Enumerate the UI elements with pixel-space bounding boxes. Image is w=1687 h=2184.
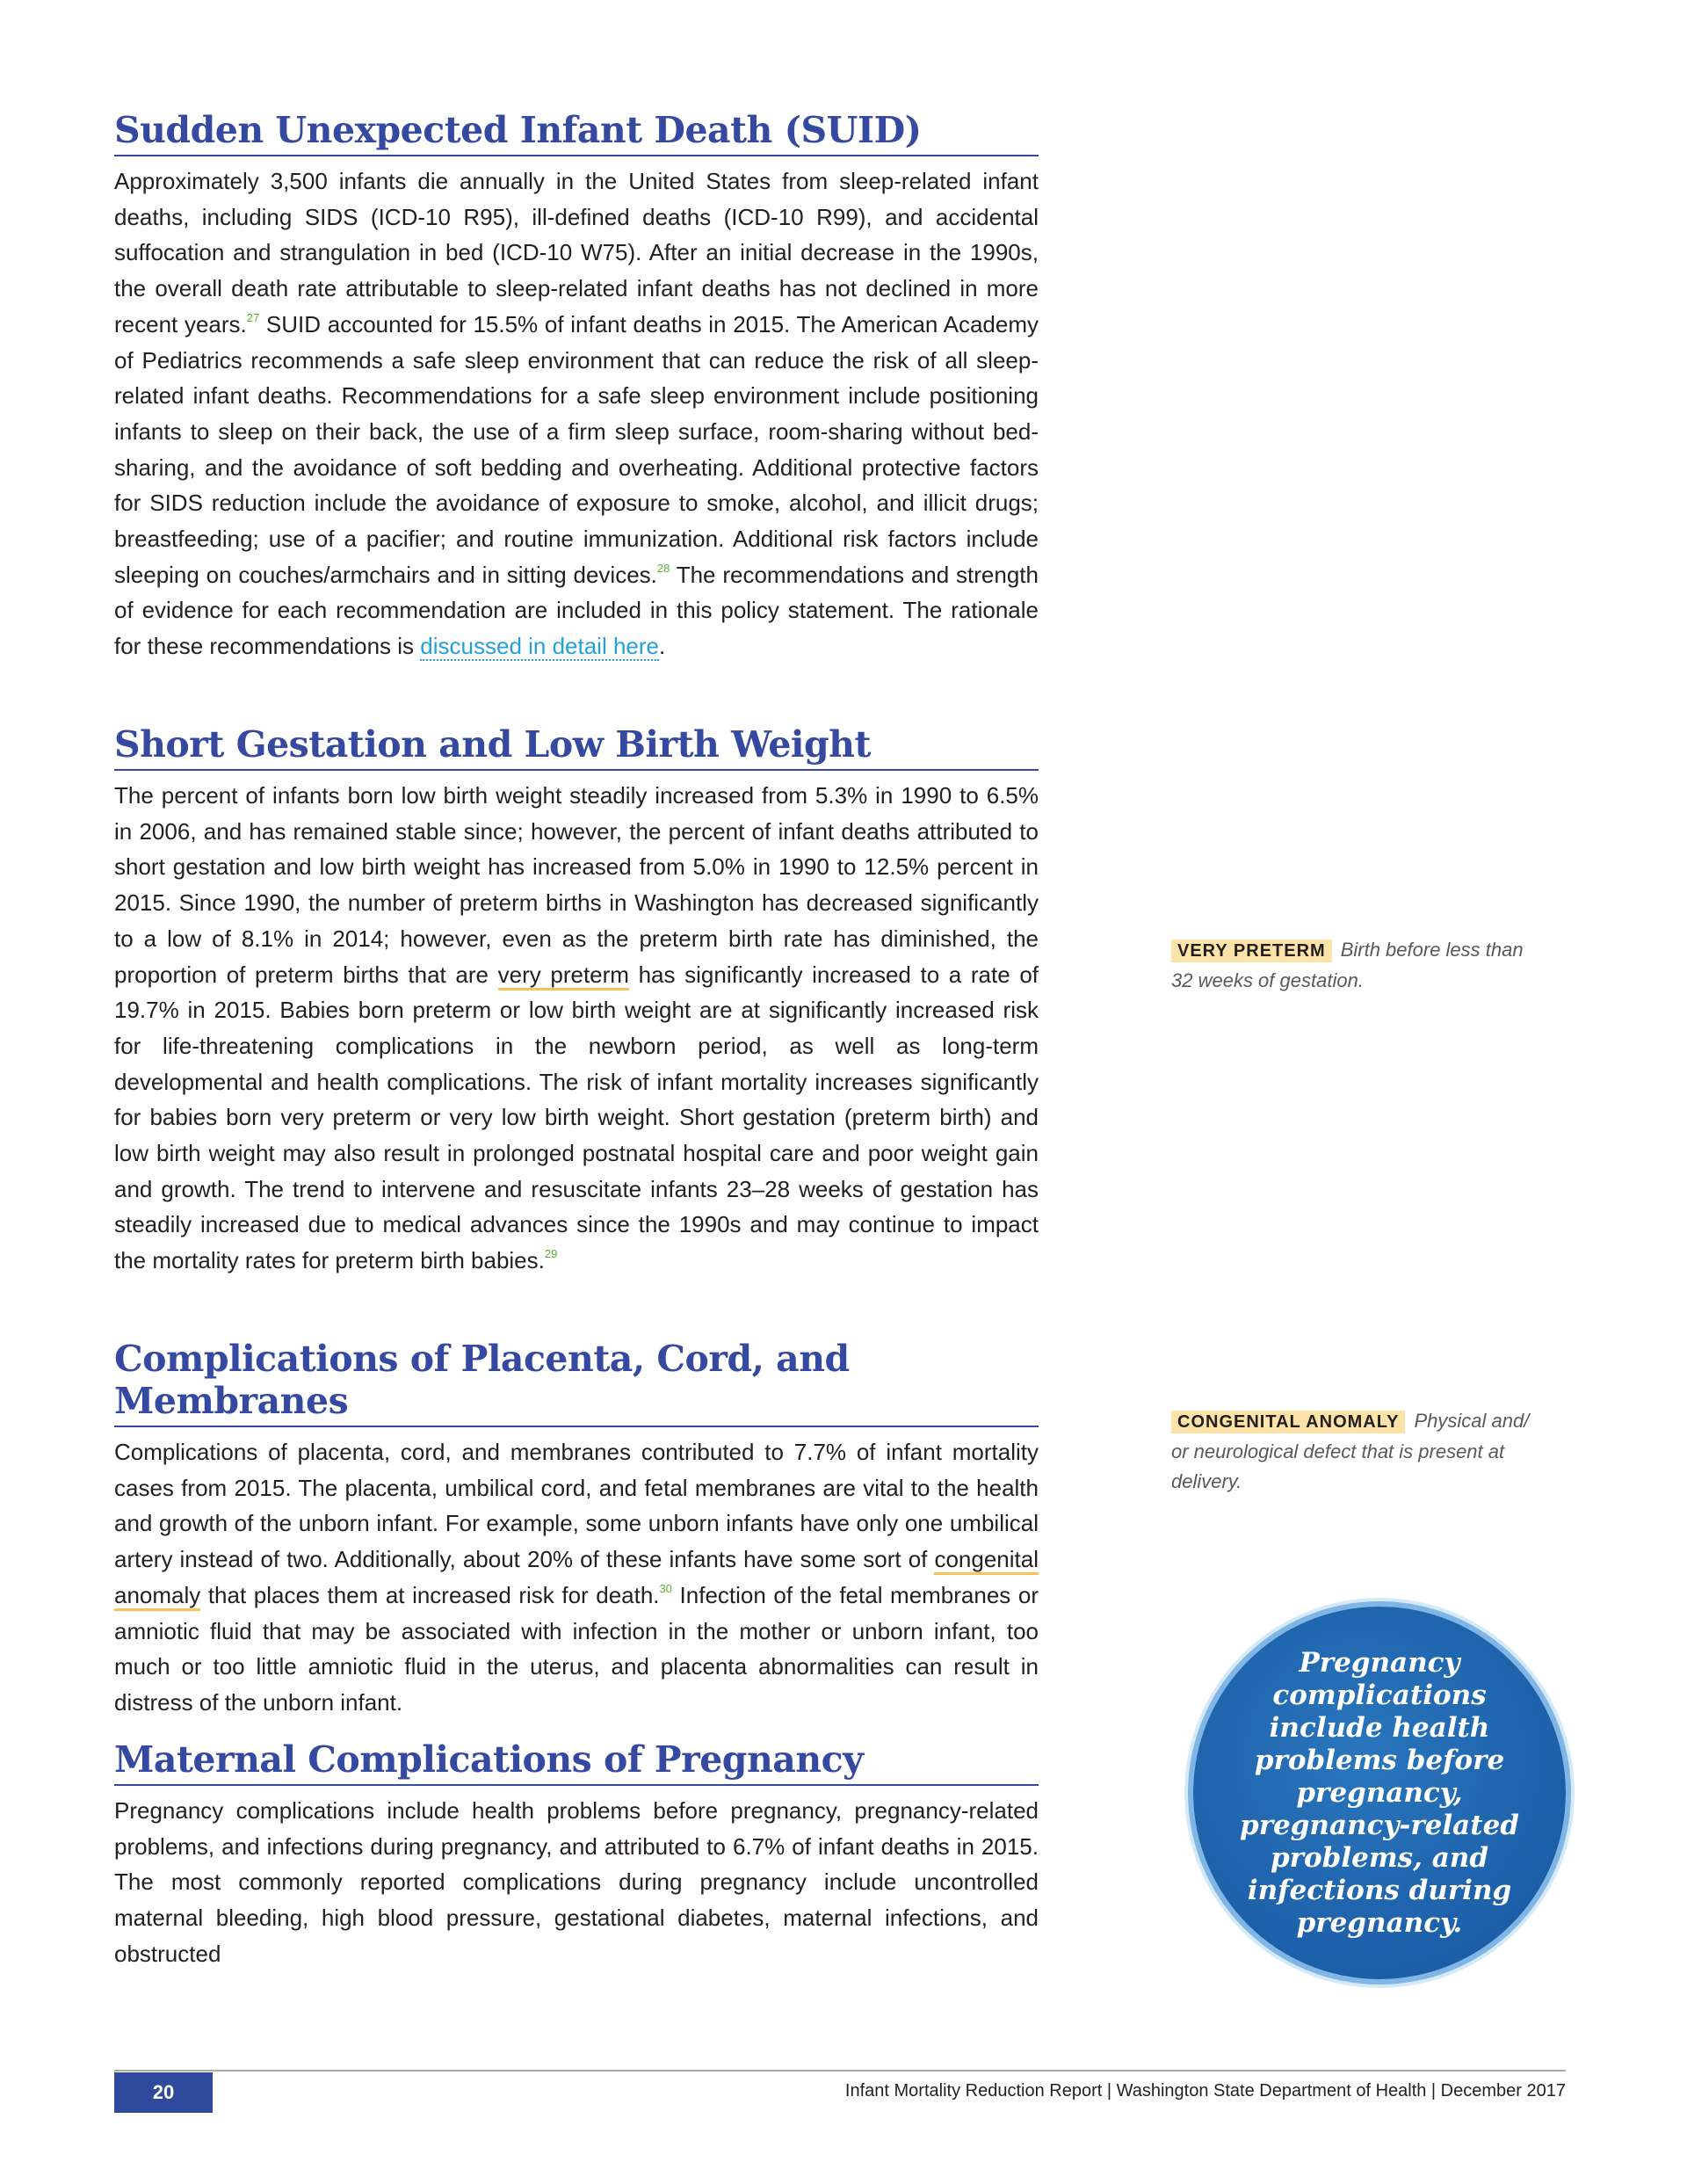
reference-marker: 30 — [659, 1581, 672, 1595]
section-suid — [114, 109, 1039, 664]
section-short-gestation — [114, 723, 1039, 1279]
sidenote-term: CONGENITAL ANOMALY — [1171, 1411, 1405, 1433]
section-paragraph: Approximately 3,500 infants die annually in the United States from sleep-related infant deaths, including SIDS (ICD-10 R95), ill-defined deaths (ICD-10 R99), and accidental suffocation and strangulation in bed (ICD-10 W75). After an initial decrease in the 1990s, the overall death rate attributable to sleep-related infant deaths has not declined in more recent years.$^{27}$ SUID accounted for 15.5% of infant deaths in 2015. The American Academy of Pediatrics recommends a safe sleep environment that can reduce the risk of all sleep-related infant deaths. Recommendations for a safe sleep environment include positioning infants to sleep on their back, the use of a firm sleep surface, room-sharing without bed-sharing, and the avoidance of soft bedding and overheating. Additional protective factors for SIDS reduction include the avoidance of exposure to smoke, alcohol, and illicit drugs; breastfeeding; use of a pacifier; and routine immunization. Additional risk factors include sleeping on couches/armchairs and in sitting devices.$^{28}$ The recommendations and strength of evidence for each recommendation are included in this policy statement. The rationale for these recommendations is discussed in detail here. — [114, 168, 1039, 660]
section-title: Sudden Unexpected Infant Death (SUID) — [114, 109, 1039, 156]
footer-divider — [114, 2070, 1566, 2072]
section-title: Short Gestation and Low Birth Weight — [114, 723, 1039, 771]
section-paragraph: Pregnancy complications include health problems before pregnancy, pregnancy-related problems, and infections during pregnancy, and attributed to 6.7% of infant deaths in 2015. The most commonly reported complications during pregnancy include uncontrolled maternal bleeding, high blood pressure, gestational diabetes, maternal infections, and obstructed — [114, 1797, 1039, 1967]
section-paragraph: Complications of placenta, cord, and membranes contributed to 7.7% of infant mortality cases from 2015. The placenta, umbilical cord, and fetal membranes are vital to the health and growth of the unborn infant. For example, some unborn infants have only one umbilical artery instead of two. Additionally, about 20% of these infants have some sort of congenital anomaly that places them at increased risk for death.$^{30}$ Infection of the fetal membranes or amniotic fluid that may be associated with infection in the mother or unborn infant, too much or too little amniotic fluid in the uterus, and placenta abnormalities can result in distress of the unborn infant. — [114, 1439, 1039, 1716]
page-number: 20 — [114, 2072, 213, 2113]
section-title: Maternal Complications of Pregnancy — [114, 1738, 1039, 1786]
reference-marker: 27 — [246, 310, 260, 324]
section-title: Complications of Placenta, Cord, and Membranes — [114, 1338, 1039, 1427]
section-maternal — [114, 1738, 1039, 1972]
sidenote-very-preterm — [1171, 935, 1540, 996]
congenital-anomaly-term: congenital anomaly — [114, 1546, 1039, 1611]
sidenote-term: VERY PRETERM — [1171, 940, 1332, 962]
section-paragraph: The percent of infants born low birth weight steadily increased from 5.3% in 1990 to 6.5% in 2006, and has remained stable since; however, the percent of infant deaths attributed to short gestation and low birth weight has increased from 5.0% in 1990 to 12.5% percent in 2015. Since 1990, the number of preterm births in Washington has decreased significantly to a low of 8.1% in 2014; however, even as the preterm birth rate has diminished, the proportion of preterm births that are very preterm has significantly increased to a rate of 19.7% in 2015. Babies born preterm or low birth weight are at significantly increased risk for life-threatening complications in the newborn period, as well as long-term developmental and health complications. The risk of infant mortality increases significantly for babies born very preterm or very low birth weight. Short gestation (preterm birth) and low birth weight may also result in prolonged postnatal hospital care and poor weight gain and growth. The trend to intervene and resuscitate infants 23–28 weeks of gestation has steadily increased due to medical advances since the 1990s and may continue to impact the mortality rates for preterm birth babies.$^{29}$ — [114, 782, 1039, 1274]
very-preterm-term: very preterm — [498, 961, 629, 990]
section-placenta — [114, 1338, 1039, 1721]
sidenote-definition: Birth before less than 32 weeks of gestation. — [1171, 939, 1524, 991]
reference-marker: 29 — [544, 1247, 558, 1261]
sidenote-congenital-anomaly — [1171, 1406, 1540, 1497]
sidenote-definition: Physical and/ or neurological defect that is present at delivery. — [1171, 1410, 1530, 1492]
pull-quote-text: Pregnancy complications include health problems before pregnancy, pregnancy-related problems, and infections during pregnancy. — [1240, 1646, 1519, 1939]
details-link[interactable]: discussed in detail here — [420, 633, 659, 660]
reference-marker: 28 — [656, 561, 670, 575]
footer-text: Infant Mortality Reduction Report | Washington State Department of Health | December 2017 — [844, 2081, 1566, 2101]
pull-quote-circle — [1193, 1607, 1566, 1979]
